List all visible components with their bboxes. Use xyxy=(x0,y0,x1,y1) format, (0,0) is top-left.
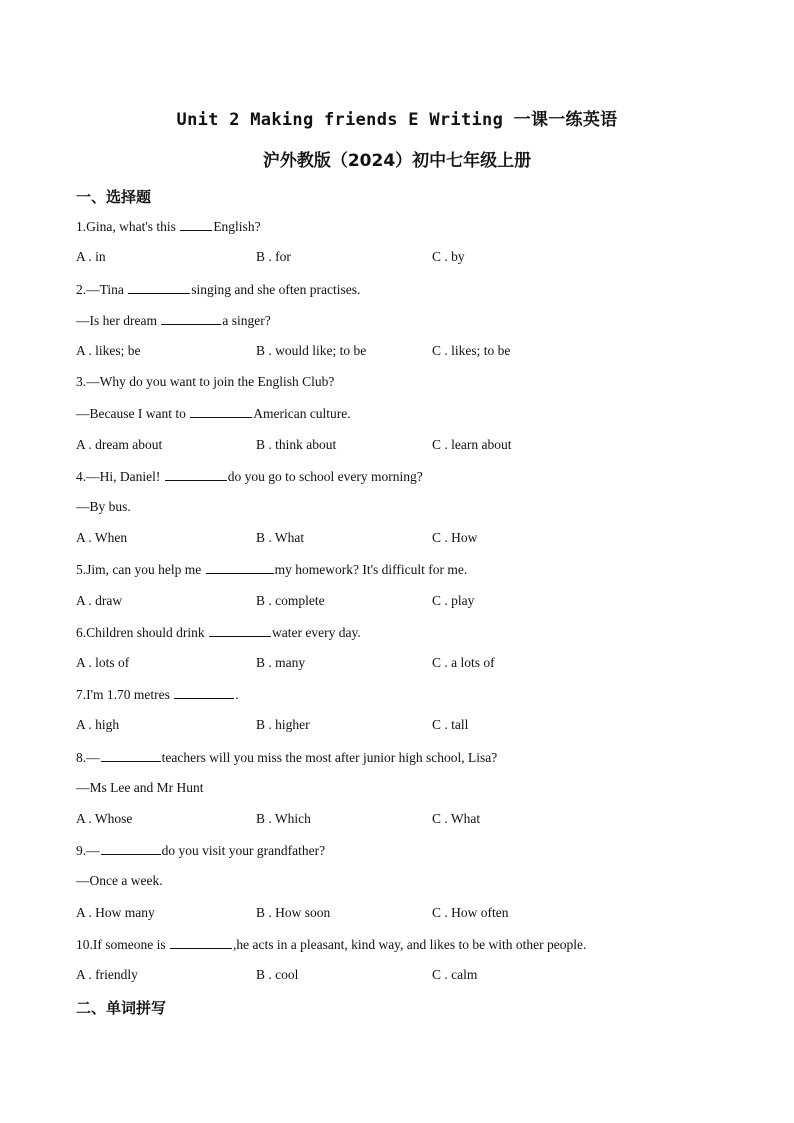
question-2-line-2: —Is her dream a singer? xyxy=(76,313,271,328)
option-c[interactable]: C . play xyxy=(432,593,475,608)
option-a[interactable]: A . high xyxy=(76,717,120,732)
option-c[interactable]: C . likes; to be xyxy=(432,343,511,358)
option-a[interactable]: A . Whose xyxy=(76,811,133,826)
question-4-line-2: —By bus. xyxy=(76,499,131,514)
question-8-line-1: 8.— teachers will you miss the most after junior high school, Lisa? xyxy=(76,750,498,765)
option-a[interactable]: A . When xyxy=(76,530,128,545)
option-b[interactable]: B . How soon xyxy=(256,905,331,920)
option-c[interactable]: C . by xyxy=(432,249,465,264)
option-a[interactable]: A . How many xyxy=(76,905,155,920)
question-9-line-2: —Once a week. xyxy=(76,873,163,888)
question-9-line-1: 9.— do you visit your grandfather? xyxy=(76,843,326,858)
section-heading-choice: 一、选择题 xyxy=(76,188,152,206)
option-b[interactable]: B . higher xyxy=(256,717,310,732)
question-2-line-1: 2.—Tina singing and she often practises. xyxy=(76,282,361,297)
option-c[interactable]: C . calm xyxy=(432,967,478,982)
option-b[interactable]: B . complete xyxy=(256,593,325,608)
answer-blank[interactable] xyxy=(180,218,212,231)
option-a[interactable]: A . in xyxy=(76,249,106,264)
answer-blank[interactable] xyxy=(128,281,190,294)
question-10-line-1: 10.If someone is ,he acts in a pleasant, kind way, and likes to be with other people. xyxy=(76,937,587,952)
option-b[interactable]: B . would like; to be xyxy=(256,343,367,358)
option-c[interactable]: C . tall xyxy=(432,717,469,732)
option-a[interactable]: A . lots of xyxy=(76,655,130,670)
option-b[interactable]: B . for xyxy=(256,249,291,264)
option-a[interactable]: A . dream about xyxy=(76,437,163,452)
question-4-line-1: 4.—Hi, Daniel! do you go to school every morning? xyxy=(76,469,423,484)
section-heading-spelling: 二、单词拼写 xyxy=(76,999,167,1017)
document-subtitle: 沪外教版（2024）初中七年级上册 xyxy=(262,151,532,171)
question-6-line-1: 6.Children should drink water every day. xyxy=(76,625,361,640)
question-5-line-1: 5.Jim, can you help me my homework? It's difficult for me. xyxy=(76,562,468,577)
answer-blank[interactable] xyxy=(101,842,161,855)
option-b[interactable]: B . Which xyxy=(256,811,311,826)
question-8-line-2: —Ms Lee and Mr Hunt xyxy=(76,780,204,795)
option-c[interactable]: C . How often xyxy=(432,905,509,920)
option-c[interactable]: C . a lots of xyxy=(432,655,495,670)
answer-blank[interactable] xyxy=(190,405,252,418)
option-a[interactable]: A . likes; be xyxy=(76,343,141,358)
option-a[interactable]: A . friendly xyxy=(76,967,138,982)
option-c[interactable]: C . learn about xyxy=(432,437,512,452)
option-c[interactable]: C . How xyxy=(432,530,478,545)
answer-blank[interactable] xyxy=(165,468,227,481)
answer-blank[interactable] xyxy=(206,561,274,574)
option-b[interactable]: B . many xyxy=(256,655,306,670)
answer-blank[interactable] xyxy=(170,936,232,949)
answer-blank[interactable] xyxy=(161,312,221,325)
answer-blank[interactable] xyxy=(174,686,234,699)
option-b[interactable]: B . What xyxy=(256,530,305,545)
answer-blank[interactable] xyxy=(209,624,271,637)
document-title: Unit 2 Making friends E Writing 一课一练英语 xyxy=(176,110,618,130)
option-b[interactable]: B . think about xyxy=(256,437,337,452)
question-3-line-1: 3.—Why do you want to join the English Club? xyxy=(76,374,335,389)
question-3-line-2: —Because I want to American culture. xyxy=(76,406,351,421)
question-7-line-1: 7.I'm 1.70 metres . xyxy=(76,687,239,702)
option-c[interactable]: C . What xyxy=(432,811,481,826)
option-b[interactable]: B . cool xyxy=(256,967,299,982)
question-1-line-1: 1.Gina, what's this English? xyxy=(76,219,261,234)
option-a[interactable]: A . draw xyxy=(76,593,123,608)
answer-blank[interactable] xyxy=(101,749,161,762)
